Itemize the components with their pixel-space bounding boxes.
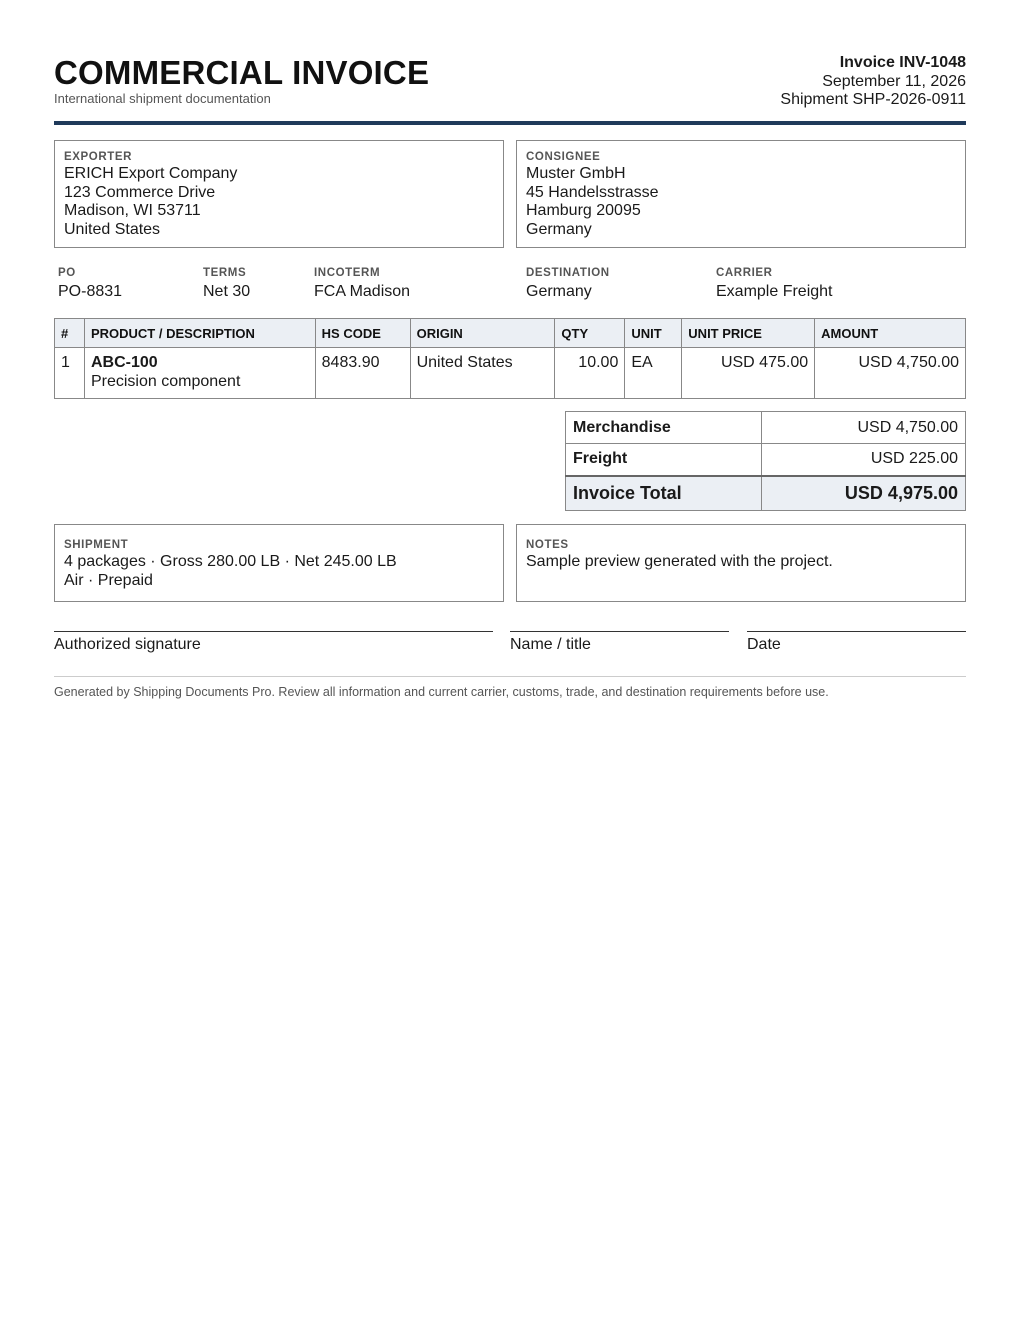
notes-box — [516, 524, 966, 602]
freight-amount: USD 225.00 — [762, 444, 966, 476]
row-hs-code: 8483.90 — [315, 348, 410, 399]
row-origin: United States — [410, 348, 555, 399]
footer-disclaimer: Generated by Shipping Documents Pro. Review all information and current carrier, customs, trade, and destination requirements before use. — [54, 685, 829, 699]
exporter-box — [54, 140, 504, 248]
table-header-row — [55, 319, 966, 348]
line-items-table — [54, 318, 966, 399]
row-description: Precision component — [90, 372, 241, 390]
destination-label: DESTINATION — [526, 267, 610, 279]
exporter-country: United States — [64, 221, 161, 239]
merchandise-row — [566, 412, 966, 444]
consignee-box — [516, 140, 966, 248]
consignee-street: 45 Handelsstrasse — [526, 183, 659, 201]
signature-line: Authorized signature — [54, 631, 493, 654]
date-line: Date — [747, 631, 966, 654]
carrier-value: Example Freight — [716, 283, 833, 300]
col-header-unit: UNIT — [625, 319, 682, 348]
invoice-total-label: Invoice Total — [566, 476, 762, 511]
invoice-date: September 11, 2026 — [822, 72, 966, 90]
col-header-num: # — [55, 319, 85, 348]
meta-po — [58, 267, 122, 301]
exporter-street: 123 Commerce Drive — [64, 183, 216, 201]
row-qty: 10.00 — [555, 348, 625, 399]
incoterm-value: FCA Madison — [314, 283, 411, 300]
terms-label: TERMS — [203, 267, 247, 279]
freight-label: Freight — [566, 444, 762, 476]
table-row — [55, 348, 966, 399]
invoice-reference — [780, 54, 966, 110]
row-sku: ABC-100 — [90, 354, 158, 371]
order-meta — [54, 267, 966, 307]
name-title-line: Name / title — [510, 631, 729, 654]
col-header-qty: QTY — [555, 319, 625, 348]
meta-terms — [203, 267, 250, 301]
freight-row — [566, 444, 966, 476]
destination-value: Germany — [526, 283, 592, 300]
shipment-box — [54, 524, 504, 602]
col-header-amount: AMOUNT — [815, 319, 966, 348]
consignee-city: Hamburg 20095 — [526, 202, 641, 220]
footer-divider — [54, 676, 966, 677]
invoice-header — [54, 54, 966, 114]
totals-table — [565, 411, 966, 511]
merchandise-amount: USD 4,750.00 — [762, 412, 966, 444]
po-value: PO-8831 — [58, 283, 123, 300]
carrier-label: CARRIER — [716, 267, 773, 279]
row-unit: EA — [625, 348, 682, 399]
exporter-name: ERICH Export Company — [64, 165, 238, 182]
incoterm-label: INCOTERM — [314, 267, 381, 279]
consignee-name: Muster GmbH — [526, 165, 626, 182]
meta-carrier — [716, 267, 833, 301]
exporter-city: Madison, WI 53711 — [64, 202, 201, 220]
shipment-number: Shipment SHP-2026-0911 — [780, 91, 966, 108]
row-unit-price: USD 475.00 — [682, 348, 815, 399]
row-product — [84, 348, 315, 399]
notes-label: NOTES — [526, 539, 569, 551]
shipment-mode: Air · Prepaid — [64, 571, 153, 589]
invoice-total-amount: USD 4,975.00 — [762, 476, 966, 511]
document-title: COMMERCIAL INVOICE — [54, 54, 430, 91]
shipment-packages: 4 packages · Gross 280.00 LB · Net 245.00 LB — [64, 553, 397, 570]
consignee-label: CONSIGNEE — [526, 151, 601, 163]
document-subtitle: International shipment documentation — [54, 91, 271, 106]
invoice-number: Invoice INV-1048 — [839, 54, 966, 71]
row-amount: USD 4,750.00 — [815, 348, 966, 399]
terms-value: Net 30 — [203, 283, 251, 300]
col-header-unit-price: UNIT PRICE — [682, 319, 815, 348]
col-header-hs-code: HS CODE — [315, 319, 410, 348]
meta-destination — [526, 267, 610, 301]
col-header-origin: ORIGIN — [410, 319, 555, 348]
invoice-total-row — [566, 476, 966, 511]
exporter-label: EXPORTER — [64, 151, 133, 163]
header-divider — [54, 121, 966, 125]
meta-incoterm — [314, 267, 410, 301]
col-header-product: PRODUCT / DESCRIPTION — [84, 319, 315, 348]
merchandise-label: Merchandise — [566, 412, 762, 444]
shipment-label: SHIPMENT — [64, 539, 129, 551]
notes-text: Sample preview generated with the project. — [526, 553, 833, 570]
consignee-country: Germany — [526, 221, 592, 239]
po-label: PO — [58, 267, 76, 279]
row-num: 1 — [55, 348, 85, 399]
